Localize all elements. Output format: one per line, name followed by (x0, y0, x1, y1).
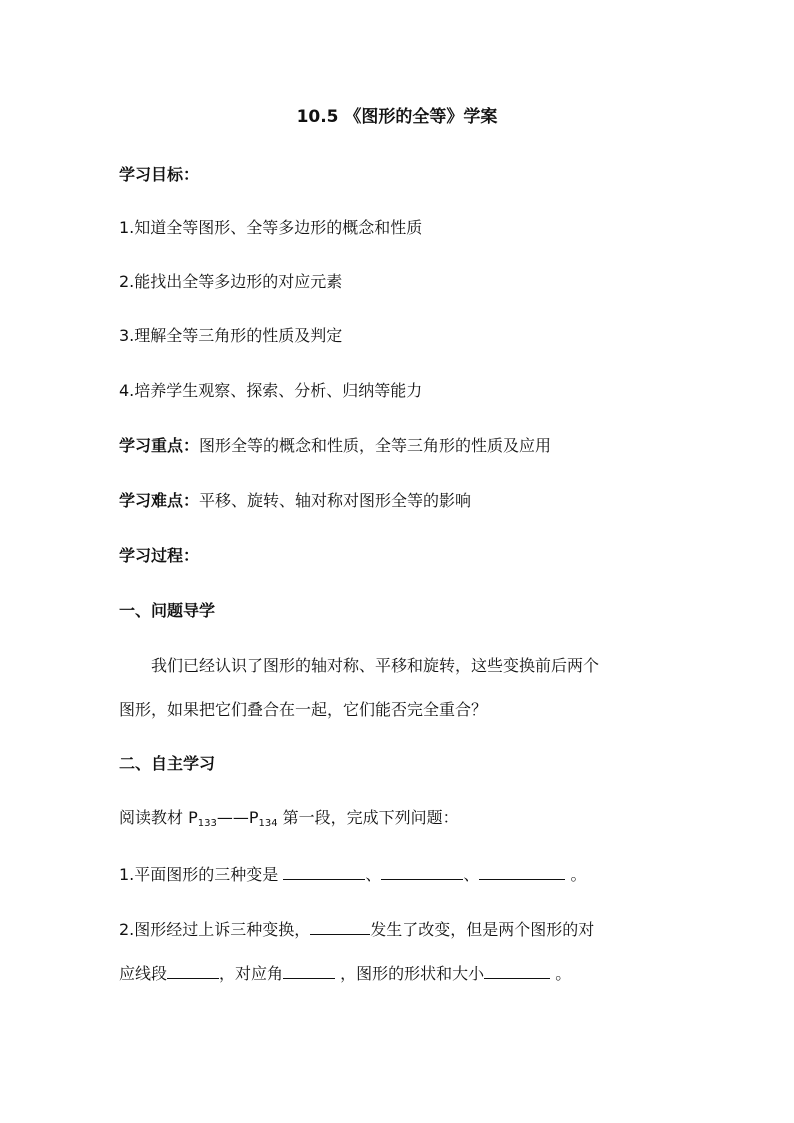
answer-blank[interactable] (167, 962, 219, 979)
section1-paragraph-line1: 我们已经认识了图形的轴对称、平移和旋转，这些变换前后两个 (151, 656, 600, 675)
answer-blank[interactable] (310, 918, 370, 935)
question-1-separator: 、 (365, 865, 382, 884)
difficulty-text: 平移、旋转、轴对称对图形全等的影响 (199, 491, 472, 510)
answer-blank[interactable] (283, 863, 365, 880)
objectives-heading: 学习目标： (119, 165, 200, 184)
objective-item-3: 3.理解全等三角形的性质及判定 (119, 326, 343, 345)
objective-item-2: 2.能找出全等多边形的对应元素 (119, 272, 343, 291)
page-end-subscript: 134 (258, 818, 278, 829)
answer-blank[interactable] (484, 962, 550, 979)
question-1-end: 。 (565, 865, 587, 884)
reading-dash: ——P (216, 808, 259, 827)
key-point-text: 图形全等的概念和性质，全等三角形的性质及应用 (199, 436, 552, 455)
question-2-line2-prefix: 应线段 (119, 964, 168, 983)
question-2-suffix: 发生了改变，但是两个图形的对 (370, 920, 595, 939)
question-2-line2 (119, 962, 679, 984)
question-2-end: 。 (550, 964, 572, 983)
reading-suffix: 第一段，完成下列问题： (277, 808, 459, 827)
question-1 (119, 863, 679, 885)
question-2-line1 (119, 918, 679, 940)
question-2-mid1: ，对应角 (219, 964, 284, 983)
reading-instruction (119, 808, 679, 828)
reading-prefix: 阅读教材 P (119, 808, 198, 827)
difficulty-label: 学习难点： (119, 491, 200, 510)
answer-blank[interactable] (283, 962, 335, 979)
page-start-subscript: 133 (197, 818, 217, 829)
key-point (119, 436, 679, 456)
section2-heading: 二、自主学习 (119, 754, 216, 773)
question-2-prefix: 2.图形经过上诉三种变换， (119, 920, 311, 939)
question-1-text: 1.平面图形的三种变是 (119, 865, 284, 884)
answer-blank[interactable] (381, 863, 463, 880)
document-title: 10.5 《图形的全等》学案 (296, 107, 498, 127)
question-2-mid2: ，图形的形状和大小 (335, 964, 485, 983)
section1-paragraph-line2: 图形，如果把它们叠合在一起，它们能否完全重合？ (119, 700, 488, 719)
difficulty-point (119, 491, 679, 511)
question-1-separator: 、 (463, 865, 480, 884)
section1-heading: 一、问题导学 (119, 601, 216, 620)
objective-item-1: 1.知道全等图形、全等多边形的概念和性质 (119, 218, 423, 237)
process-heading: 学习过程： (119, 546, 200, 565)
key-point-label: 学习重点： (119, 436, 200, 455)
answer-blank[interactable] (479, 863, 565, 880)
objective-item-4: 4.培养学生观察、探索、分析、归纳等能力 (119, 381, 423, 400)
